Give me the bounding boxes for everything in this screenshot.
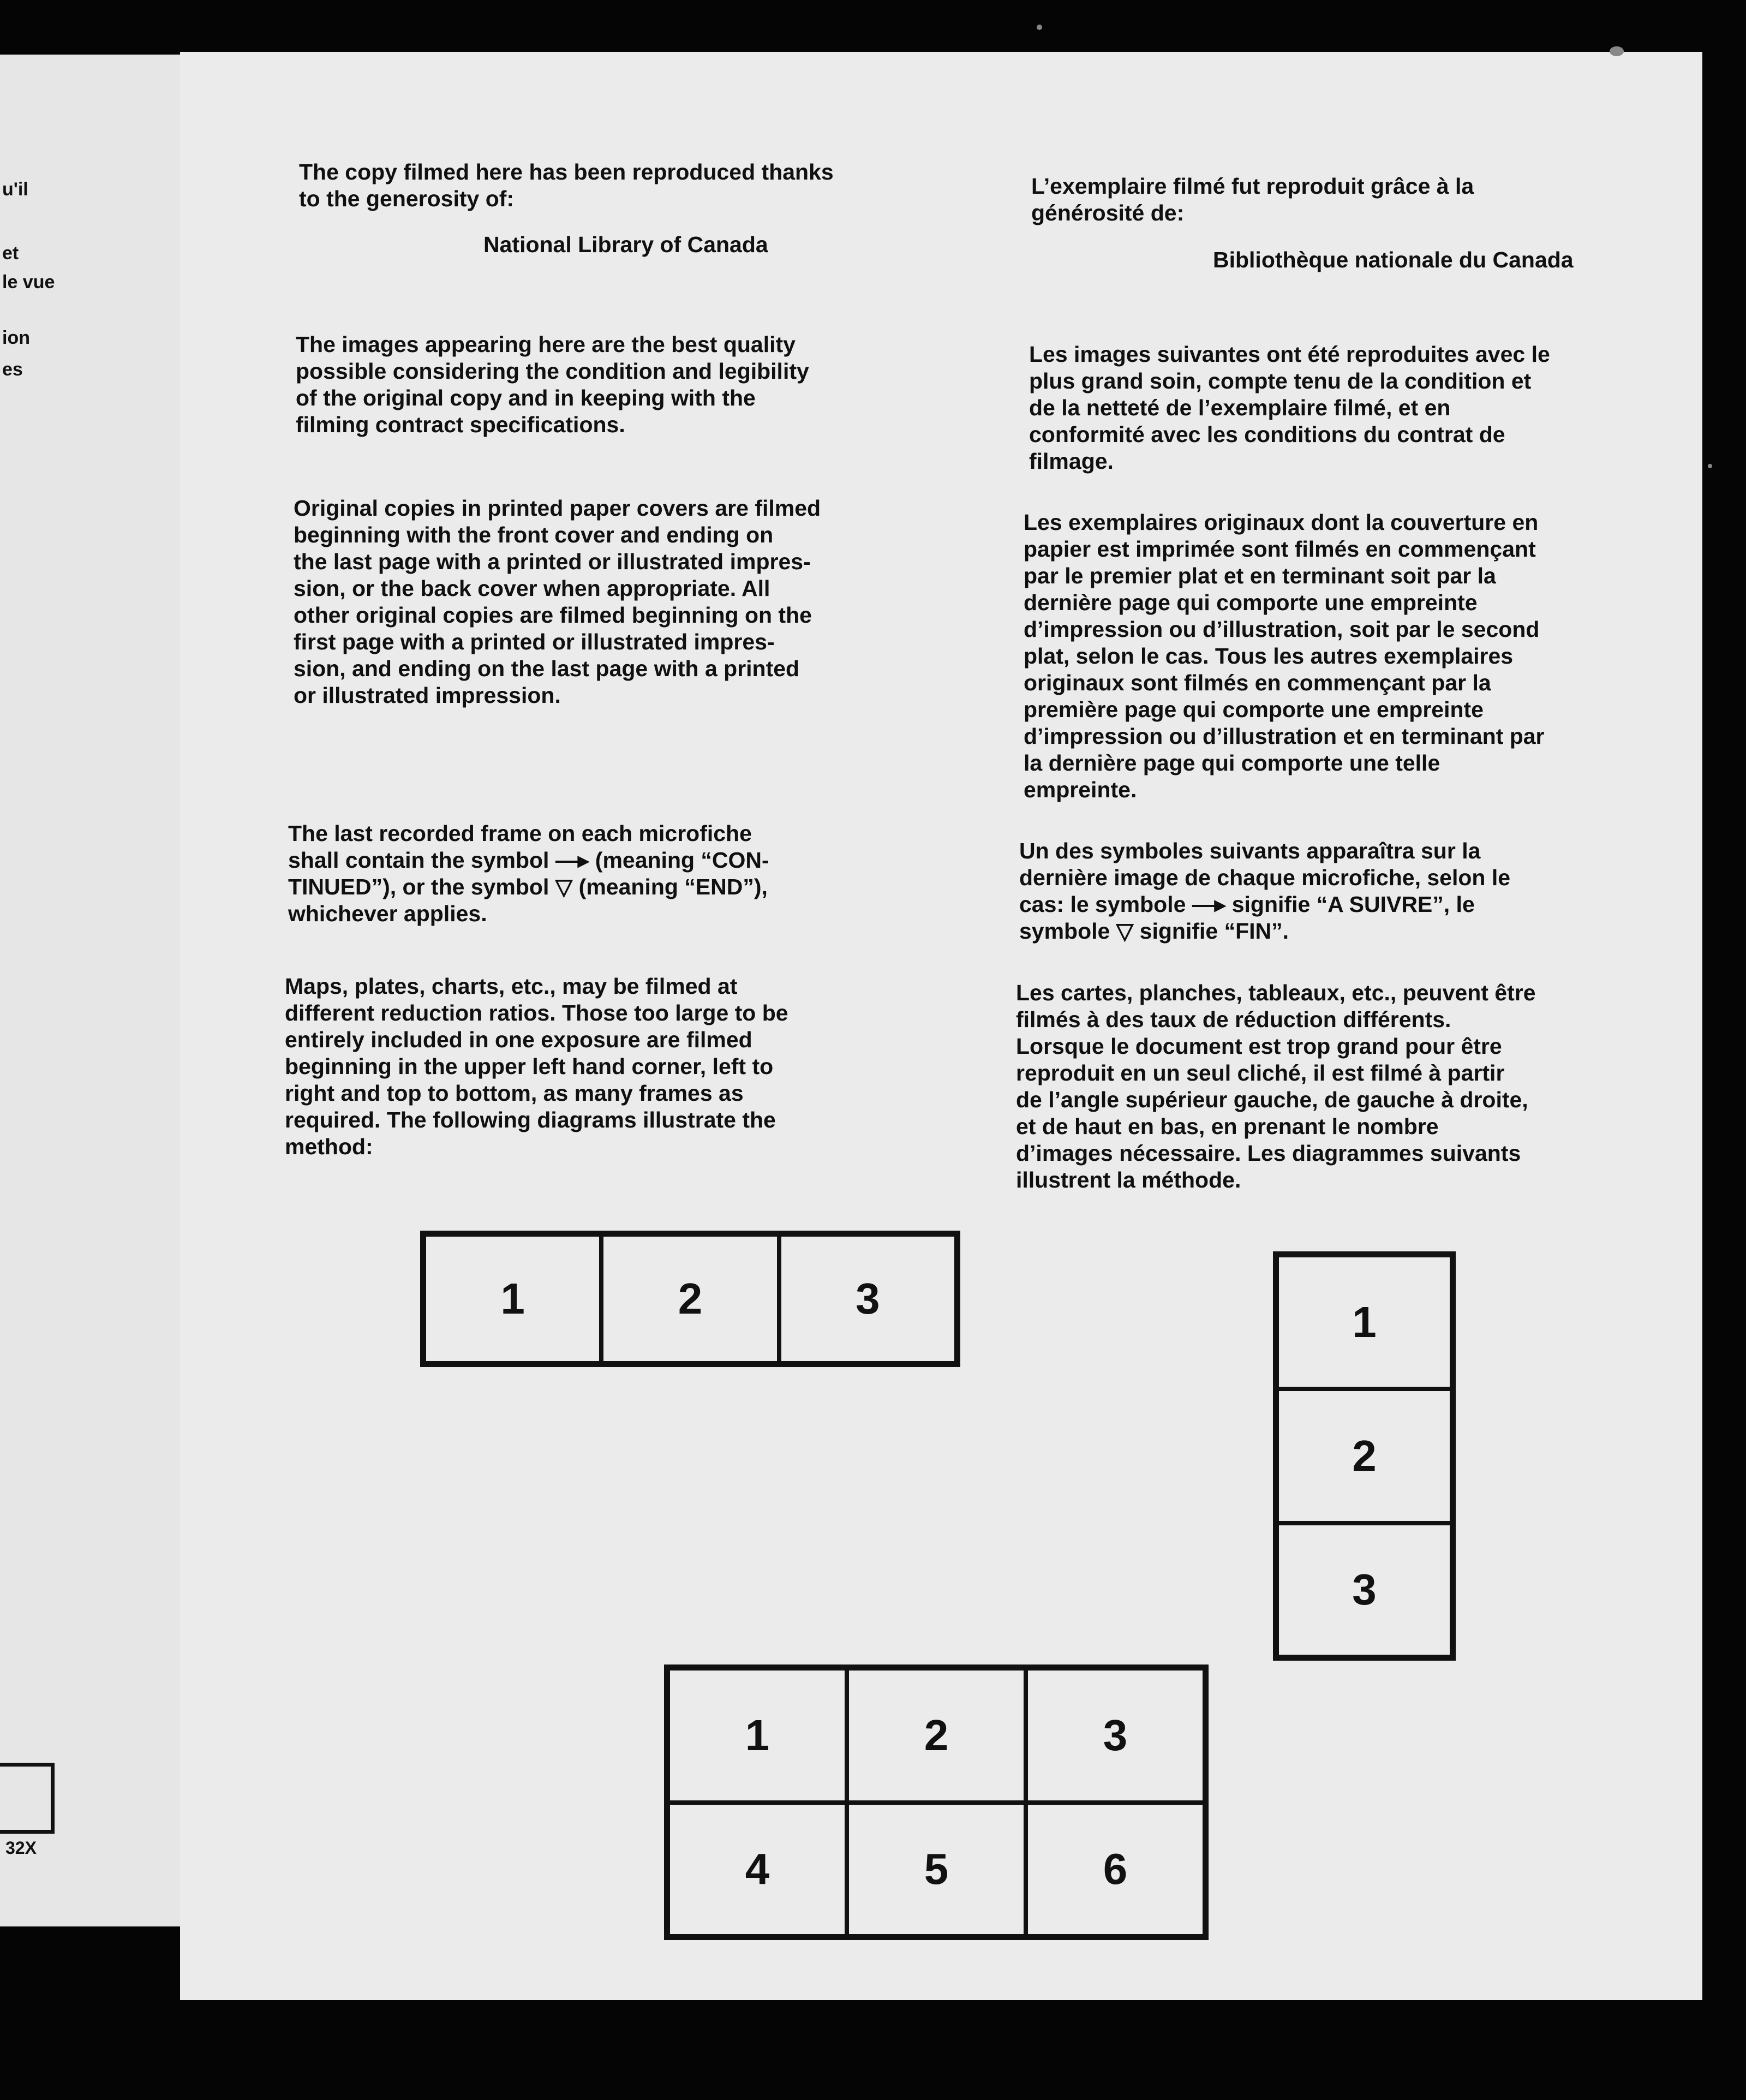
frame-cell: 4 (668, 1803, 847, 1937)
horizontal-frames-diagram (420, 1231, 960, 1367)
english-covers-paragraph: Original copies in printed paper covers are filmed beginning with the front cover and ending on the last page with a printed or illustrated impres- sion, or the back cover when appropriate. All other original copies are filmed beginning on the first page with a printed or illustrated impres- sion, and ending on the last page with a printed or illustrated impression. (294, 496, 821, 708)
frame-cell: 3 (1026, 1668, 1205, 1803)
reduction-label: 32X (5, 1838, 37, 1858)
french-thanks: L’exemplaire filmé fut reproduit grâce à la générosité de: (1031, 174, 1474, 225)
frame-cell: 2 (1277, 1389, 1452, 1523)
frame-cell: 3 (1277, 1523, 1452, 1657)
previous-page-fragment: u'il (2, 179, 28, 200)
frame-cell: 3 (779, 1234, 956, 1363)
microfiche-target-page (180, 52, 1702, 2000)
english-thanks: The copy filmed here has been reproduced thanks to the generosity of: (299, 159, 834, 211)
english-institution: National Library of Canada (483, 232, 768, 257)
french-covers-paragraph: Les exemplaires originaux dont la couverture en papier est imprimée sont filmés en commençant par le premier plat et en terminant soit par la dernière page qui comporte une empreinte d’impression ou d’illustration, soit par le second plat, selon le cas. Tous les autres exemplaires originaux sont filmés en commençant par la première page qui comporte une empreinte d’impression ou d’illustration et en terminant par la dernière page qui comporte une telle empreinte. (1024, 510, 1545, 802)
frame-cell: 1 (668, 1668, 847, 1803)
english-symbols-paragraph: The last recorded frame on each microfiche shall contain the symbol —▸ (meaning “CON- TINUED”), or the symbol ▽ (meaning “END”), whichever applies. (288, 821, 769, 926)
frame-cell: 2 (601, 1234, 779, 1363)
english-quality-paragraph: The images appearing here are the best quality possible considering the condition and legibility of the original copy and in keeping with the filming contract specifications. (296, 332, 809, 437)
scan-speck (1708, 464, 1712, 468)
english-maps-paragraph: Maps, plates, charts, etc., may be filmed at different reduction ratios. Those too large to be entirely included in one exposure are filmed beginning in the upper left hand corner, left to right and top to bottom, as many frames as required. The following diagrams illustrate the method: (285, 974, 788, 1159)
grid-frames-diagram (664, 1665, 1209, 1940)
french-symbols-paragraph: Un des symboles suivants apparaîtra sur la dernière image de chaque microfiche, selon le cas: le symbole —▸ signifie “A SUIVRE”, le symbole ▽ signifie “FIN”. (1019, 838, 1511, 944)
previous-page-fragment: et (2, 243, 19, 264)
frame-cell: 1 (424, 1234, 601, 1363)
previous-page-fragment: le vue (2, 272, 55, 293)
previous-page-fragment: ion (2, 327, 30, 348)
french-maps-paragraph: Les cartes, planches, tableaux, etc., peuvent être filmés à des taux de réduction différents. Lorsque le document est trop grand pour être reproduit en un seul cliché, il est filmé à partir de l’angle supérieur gauche, de gauche à droite, et de haut en bas, en prenant le nombre d’images nécessaire. Les diagrammes suivants illustrent la méthode. (1016, 980, 1536, 1192)
french-institution: Bibliothèque nationale du Canada (1213, 247, 1574, 272)
french-quality-paragraph: Les images suivantes ont été reproduites avec le plus grand soin, compte tenu de la condition et de la netteté de l’exemplaire filmé, et en conformité avec les conditions du contrat de filmage. (1029, 342, 1550, 474)
vertical-frames-diagram (1273, 1251, 1456, 1661)
resolution-target-box (0, 1763, 55, 1834)
scan-speck (1610, 46, 1624, 56)
frame-cell: 5 (847, 1803, 1026, 1937)
frame-cell: 6 (1026, 1803, 1205, 1937)
scan-speck (1037, 25, 1042, 30)
frame-cell: 2 (847, 1668, 1026, 1803)
frame-cell: 1 (1277, 1255, 1452, 1389)
previous-page-edge (0, 55, 202, 1926)
previous-page-fragment: es (2, 359, 23, 380)
